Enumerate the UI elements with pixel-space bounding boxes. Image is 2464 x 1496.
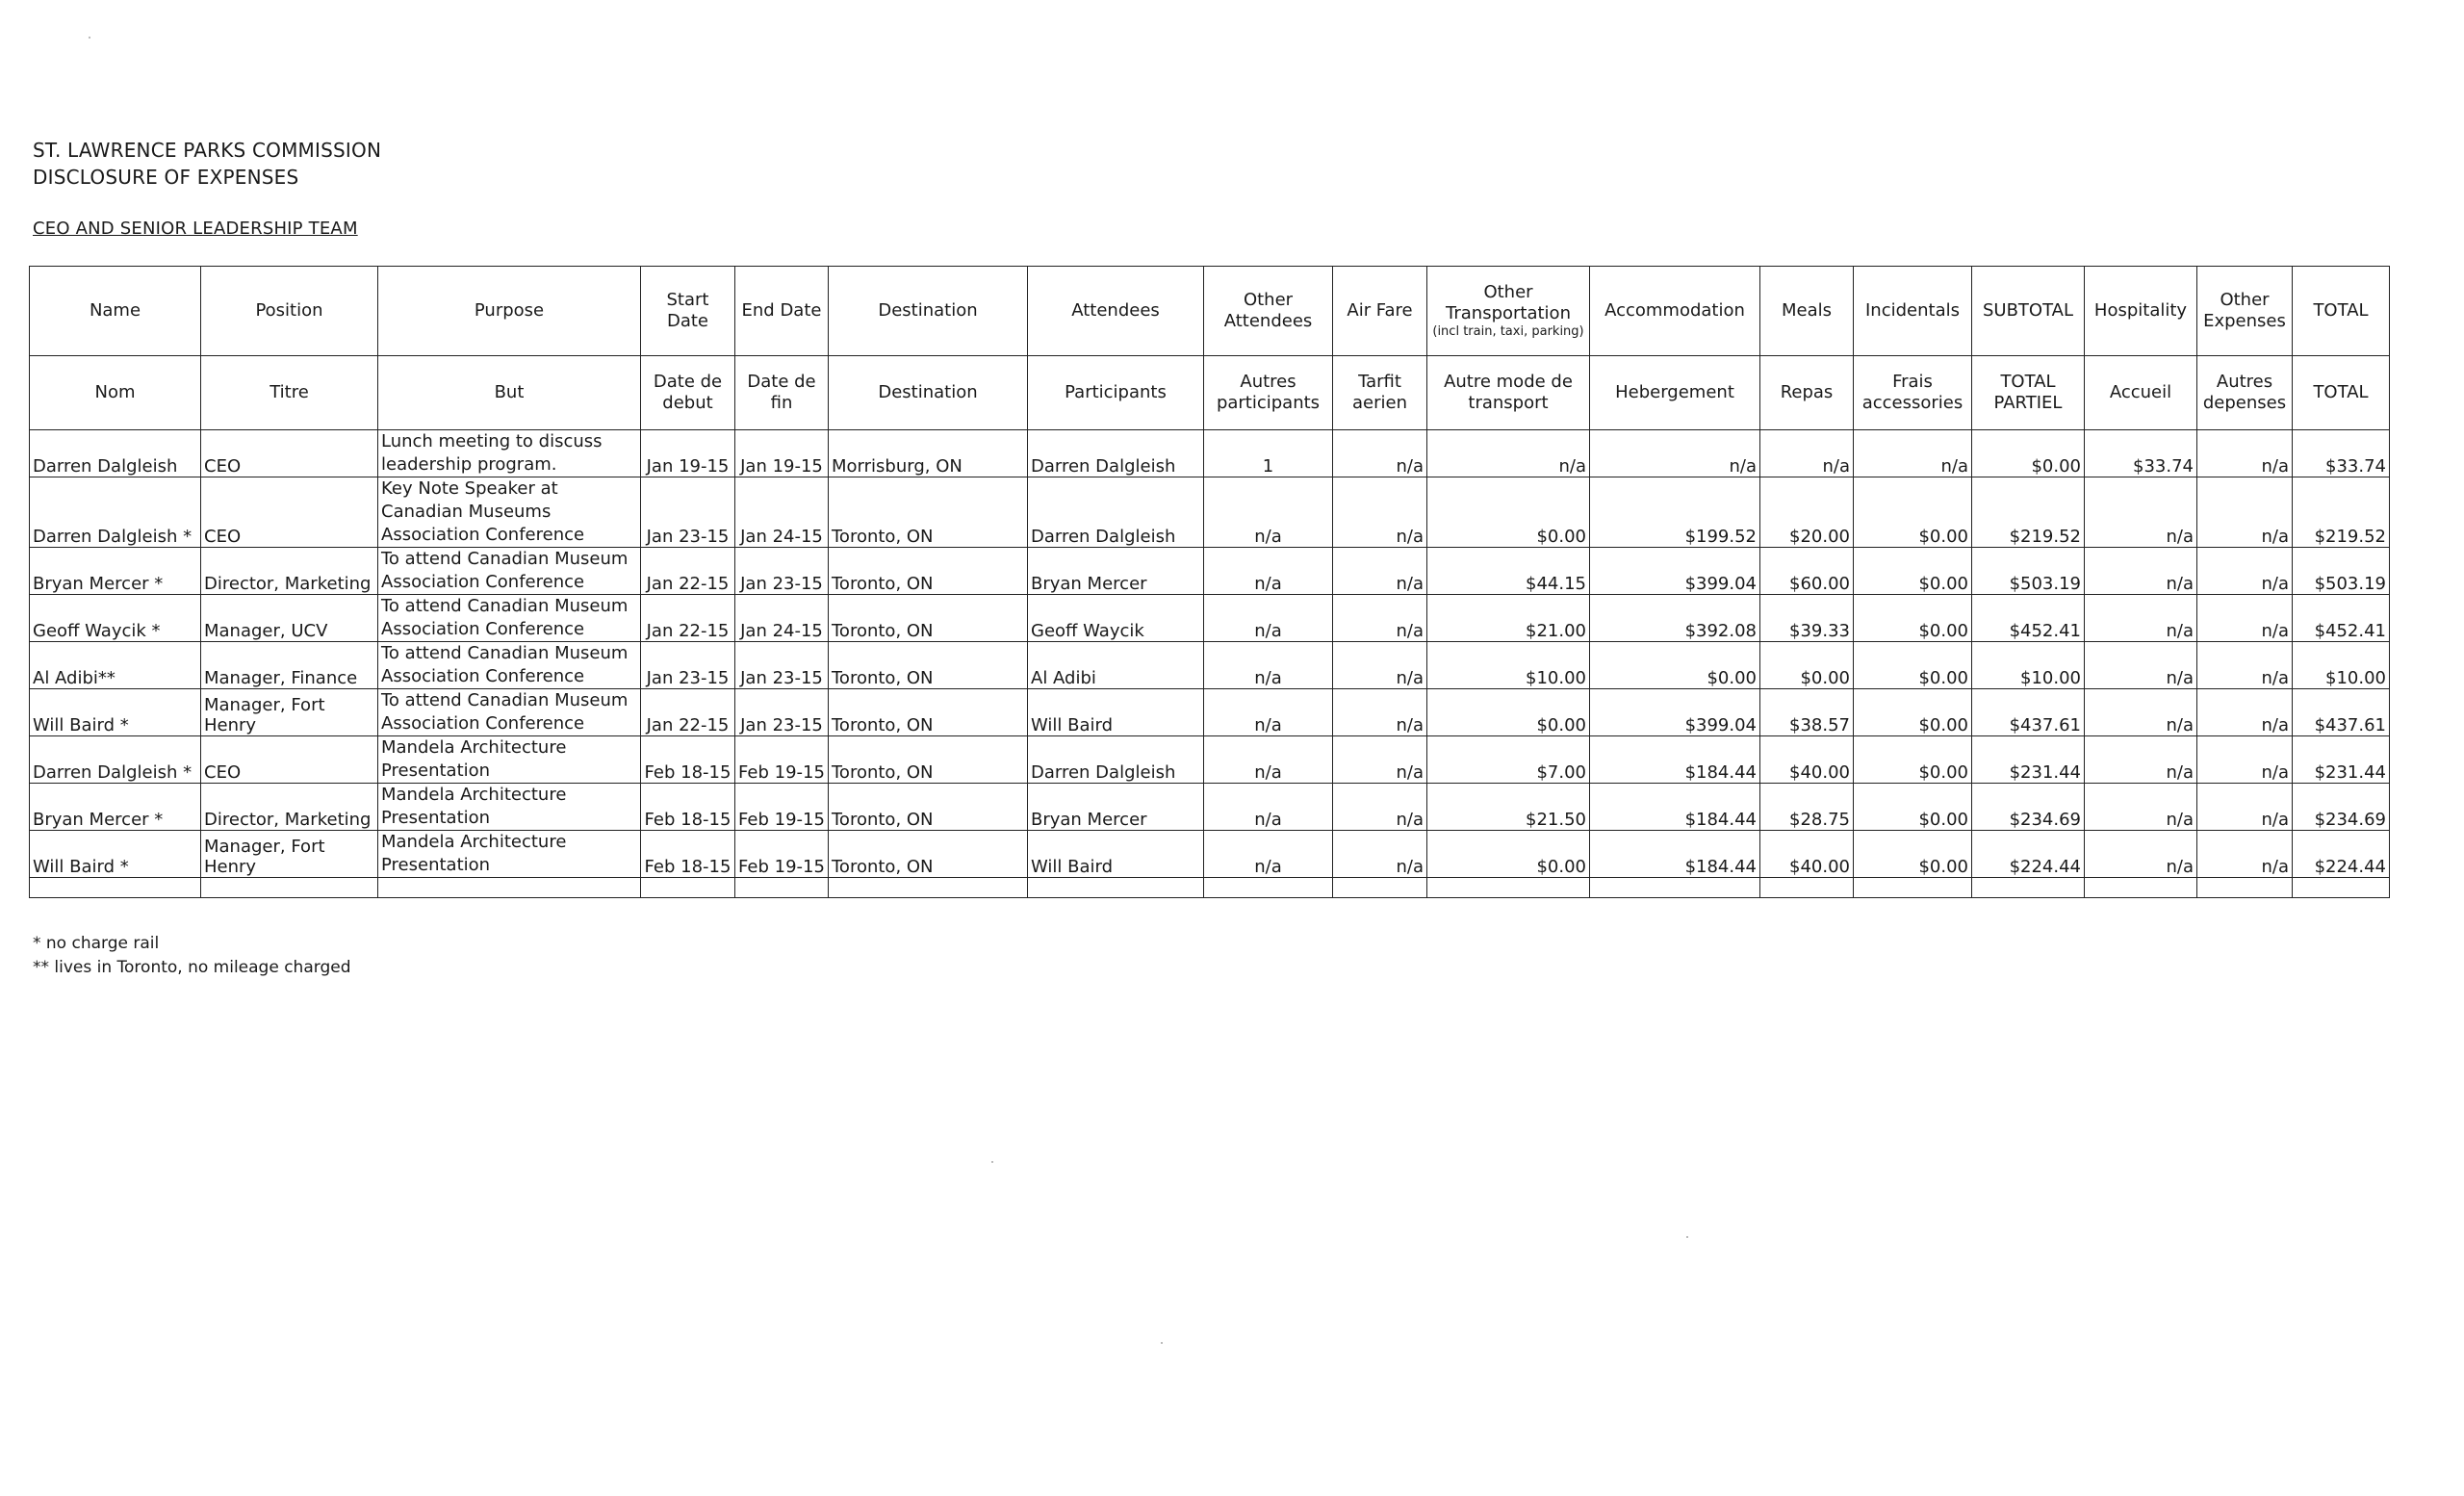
cell-position: CEO: [201, 736, 378, 784]
cell-other-attendees: n/a: [1204, 548, 1333, 595]
cell-subtotal: $0.00: [1972, 430, 2085, 477]
cell-other-transport: n/a: [1427, 430, 1590, 477]
cell-subtotal: $452.41: [1972, 595, 2085, 642]
cell-subtotal: $234.69: [1972, 784, 2085, 831]
cell-end-date: Jan 19-15: [735, 430, 829, 477]
cell-incidentals: $0.00: [1854, 736, 1972, 784]
cell-other-attendees: n/a: [1204, 595, 1333, 642]
col-header-other-transport: [1427, 267, 1590, 356]
cell-position: Director, Marketing: [201, 784, 378, 831]
cell-other-expenses: n/a: [2197, 642, 2293, 689]
cell-destination: Toronto, ON: [829, 784, 1028, 831]
cell-purpose: To attend Canadian Museum Association Conference: [378, 642, 641, 689]
cell-purpose: Mandela Architecture Presentation: [378, 784, 641, 831]
cell-hospitality: n/a: [2085, 548, 2197, 595]
col-header-position: Position: [201, 267, 378, 356]
cell-meals: $60.00: [1760, 548, 1854, 595]
cell-subtotal: $231.44: [1972, 736, 2085, 784]
cell-air-fare: n/a: [1333, 784, 1427, 831]
cell-hospitality: n/a: [2085, 784, 2197, 831]
cell-other-transport: $0.00: [1427, 477, 1590, 548]
col-header-incidentals: Incidentals: [1854, 267, 1972, 356]
cell-other-transport: $21.50: [1427, 784, 1590, 831]
table-row: [30, 784, 2390, 831]
cell-accommodation: $399.04: [1590, 548, 1760, 595]
cell-meals: n/a: [1760, 430, 1854, 477]
col-header-accommodation: Accommodation: [1590, 267, 1760, 356]
cell-attendees: Will Baird: [1028, 831, 1204, 878]
cell-position: Manager, Fort Henry: [201, 831, 378, 878]
col-header-but: But: [378, 356, 641, 430]
cell-air-fare: n/a: [1333, 642, 1427, 689]
scan-speck: [1161, 1342, 1163, 1344]
cell-meals: $20.00: [1760, 477, 1854, 548]
cell-position: Manager, UCV: [201, 595, 378, 642]
cell-attendees: Bryan Mercer: [1028, 548, 1204, 595]
footnotes: [33, 932, 350, 980]
cell-accommodation: n/a: [1590, 430, 1760, 477]
table-row: [30, 831, 2390, 878]
cell-accommodation: $392.08: [1590, 595, 1760, 642]
cell-incidentals: $0.00: [1854, 689, 1972, 736]
cell-start-date: Jan 23-15: [641, 477, 735, 548]
cell-position: Director, Marketing: [201, 548, 378, 595]
cell-hospitality: n/a: [2085, 831, 2197, 878]
empty-cell: [1427, 878, 1590, 898]
cell-other-transport: $21.00: [1427, 595, 1590, 642]
cell-start-date: Jan 22-15: [641, 548, 735, 595]
cell-air-fare: n/a: [1333, 689, 1427, 736]
empty-cell: [829, 878, 1028, 898]
col-header-subtotal: SUBTOTAL: [1972, 267, 2085, 356]
cell-destination: Toronto, ON: [829, 548, 1028, 595]
col-header-start-date: Start Date: [641, 267, 735, 356]
cell-name: Will Baird *: [30, 831, 201, 878]
cell-air-fare: n/a: [1333, 430, 1427, 477]
empty-cell: [1760, 878, 1854, 898]
col-header-date-debut: Date de debut: [641, 356, 735, 430]
section-title: CEO AND SENIOR LEADERSHIP TEAM: [33, 219, 358, 239]
cell-end-date: Jan 23-15: [735, 689, 829, 736]
empty-cell: [2293, 878, 2390, 898]
cell-hospitality: n/a: [2085, 689, 2197, 736]
empty-cell: [641, 878, 735, 898]
cell-subtotal: $437.61: [1972, 689, 2085, 736]
cell-incidentals: $0.00: [1854, 595, 1972, 642]
cell-incidentals: $0.00: [1854, 831, 1972, 878]
cell-other-attendees: n/a: [1204, 689, 1333, 736]
cell-subtotal: $503.19: [1972, 548, 2085, 595]
cell-other-attendees: 1: [1204, 430, 1333, 477]
cell-purpose: To attend Canadian Museum Association Conference: [378, 548, 641, 595]
cell-attendees: Darren Dalgleish: [1028, 430, 1204, 477]
col-header-hospitality: Hospitality: [2085, 267, 2197, 356]
empty-cell: [378, 878, 641, 898]
cell-other-expenses: n/a: [2197, 477, 2293, 548]
cell-air-fare: n/a: [1333, 736, 1427, 784]
cell-other-transport: $7.00: [1427, 736, 1590, 784]
cell-accommodation: $0.00: [1590, 642, 1760, 689]
cell-subtotal: $224.44: [1972, 831, 2085, 878]
col-header-frais: Frais accessories: [1854, 356, 1972, 430]
cell-meals: $40.00: [1760, 831, 1854, 878]
cell-end-date: Jan 23-15: [735, 642, 829, 689]
cell-air-fare: n/a: [1333, 477, 1427, 548]
cell-meals: $28.75: [1760, 784, 1854, 831]
other-transport-label: Other Transportation: [1446, 282, 1571, 323]
empty-cell: [1972, 878, 2085, 898]
cell-attendees: Al Adibi: [1028, 642, 1204, 689]
cell-purpose: To attend Canadian Museum Association Conference: [378, 689, 641, 736]
cell-incidentals: $0.00: [1854, 784, 1972, 831]
table-row: [30, 689, 2390, 736]
cell-destination: Toronto, ON: [829, 642, 1028, 689]
cell-subtotal: $219.52: [1972, 477, 2085, 548]
cell-end-date: Feb 19-15: [735, 736, 829, 784]
col-header-autre-transport: Autre mode de transport: [1427, 356, 1590, 430]
table-row: [30, 430, 2390, 477]
cell-meals: $0.00: [1760, 642, 1854, 689]
table-row: [30, 595, 2390, 642]
cell-start-date: Jan 22-15: [641, 595, 735, 642]
cell-meals: $38.57: [1760, 689, 1854, 736]
cell-destination: Toronto, ON: [829, 736, 1028, 784]
cell-end-date: Jan 24-15: [735, 477, 829, 548]
other-transport-note: (incl train, taxi, parking): [1432, 324, 1584, 339]
col-header-total-partiel: TOTAL PARTIEL: [1972, 356, 2085, 430]
cell-other-attendees: n/a: [1204, 642, 1333, 689]
cell-other-expenses: n/a: [2197, 430, 2293, 477]
cell-accommodation: $184.44: [1590, 784, 1760, 831]
empty-cell: [1590, 878, 1760, 898]
header-row-english: [30, 267, 2390, 356]
table-row: [30, 548, 2390, 595]
col-header-autres-depenses: Autres depenses: [2197, 356, 2293, 430]
empty-cell: [201, 878, 378, 898]
cell-destination: Toronto, ON: [829, 831, 1028, 878]
cell-destination: Toronto, ON: [829, 477, 1028, 548]
table-row-empty: [30, 878, 2390, 898]
scan-speck: [1686, 1236, 1688, 1238]
cell-purpose: Mandela Architecture Presentation: [378, 831, 641, 878]
cell-other-transport: $10.00: [1427, 642, 1590, 689]
expenses-table: [29, 266, 2390, 898]
empty-cell: [735, 878, 829, 898]
cell-destination: Toronto, ON: [829, 689, 1028, 736]
cell-start-date: Jan 23-15: [641, 642, 735, 689]
footnote-no-charge-rail: * no charge rail: [33, 934, 160, 953]
cell-accommodation: $199.52: [1590, 477, 1760, 548]
cell-other-transport: $0.00: [1427, 831, 1590, 878]
cell-meals: $39.33: [1760, 595, 1854, 642]
cell-total: $219.52: [2293, 477, 2390, 548]
col-header-nom: Nom: [30, 356, 201, 430]
col-header-accueil: Accueil: [2085, 356, 2197, 430]
cell-other-expenses: n/a: [2197, 784, 2293, 831]
col-header-purpose: Purpose: [378, 267, 641, 356]
cell-start-date: Jan 19-15: [641, 430, 735, 477]
empty-cell: [1333, 878, 1427, 898]
cell-purpose: Key Note Speaker at Canadian Museums Association Conference: [378, 477, 641, 548]
cell-destination: Toronto, ON: [829, 595, 1028, 642]
cell-incidentals: $0.00: [1854, 642, 1972, 689]
cell-attendees: Geoff Waycik: [1028, 595, 1204, 642]
cell-end-date: Jan 23-15: [735, 548, 829, 595]
cell-attendees: Will Baird: [1028, 689, 1204, 736]
col-header-total: TOTAL: [2293, 267, 2390, 356]
col-header-total-fr: TOTAL: [2293, 356, 2390, 430]
table-row: [30, 736, 2390, 784]
col-header-other-attendees: Other Attendees: [1204, 267, 1333, 356]
cell-attendees: Bryan Mercer: [1028, 784, 1204, 831]
document-header: [33, 137, 381, 243]
cell-other-expenses: n/a: [2197, 831, 2293, 878]
cell-name: Darren Dalgleish *: [30, 477, 201, 548]
cell-name: Darren Dalgleish: [30, 430, 201, 477]
cell-total: $10.00: [2293, 642, 2390, 689]
cell-hospitality: $33.74: [2085, 430, 2197, 477]
col-header-tarif-aerien: Tarfit aerien: [1333, 356, 1427, 430]
footnote-lives-in-toronto: ** lives in Toronto, no mileage charged: [33, 958, 351, 977]
cell-end-date: Jan 24-15: [735, 595, 829, 642]
cell-name: Darren Dalgleish *: [30, 736, 201, 784]
scan-speck: [991, 1161, 993, 1163]
cell-position: Manager, Fort Henry: [201, 689, 378, 736]
cell-position: CEO: [201, 430, 378, 477]
col-header-other-expenses: Other Expenses: [2197, 267, 2293, 356]
cell-name: Bryan Mercer *: [30, 548, 201, 595]
document-title: DISCLOSURE OF EXPENSES: [33, 166, 299, 189]
cell-other-expenses: n/a: [2197, 736, 2293, 784]
table-row: [30, 642, 2390, 689]
empty-cell: [1028, 878, 1204, 898]
cell-other-attendees: n/a: [1204, 784, 1333, 831]
cell-purpose: To attend Canadian Museum Association Conference: [378, 595, 641, 642]
cell-start-date: Feb 18-15: [641, 784, 735, 831]
col-header-air-fare: Air Fare: [1333, 267, 1427, 356]
cell-subtotal: $10.00: [1972, 642, 2085, 689]
cell-total: $503.19: [2293, 548, 2390, 595]
cell-hospitality: n/a: [2085, 736, 2197, 784]
cell-accommodation: $184.44: [1590, 831, 1760, 878]
cell-other-expenses: n/a: [2197, 689, 2293, 736]
cell-attendees: Darren Dalgleish: [1028, 477, 1204, 548]
cell-other-transport: $44.15: [1427, 548, 1590, 595]
empty-cell: [2197, 878, 2293, 898]
cell-total: $437.61: [2293, 689, 2390, 736]
cell-start-date: Feb 18-15: [641, 736, 735, 784]
cell-incidentals: n/a: [1854, 430, 1972, 477]
cell-other-attendees: n/a: [1204, 477, 1333, 548]
cell-air-fare: n/a: [1333, 548, 1427, 595]
cell-position: Manager, Finance: [201, 642, 378, 689]
col-header-attendees: Attendees: [1028, 267, 1204, 356]
col-header-destination: Destination: [829, 267, 1028, 356]
cell-start-date: Jan 22-15: [641, 689, 735, 736]
cell-purpose: Mandela Architecture Presentation: [378, 736, 641, 784]
cell-hospitality: n/a: [2085, 477, 2197, 548]
cell-purpose: Lunch meeting to discuss leadership program.: [378, 430, 641, 477]
empty-cell: [1854, 878, 1972, 898]
cell-other-transport: $0.00: [1427, 689, 1590, 736]
cell-air-fare: n/a: [1333, 595, 1427, 642]
table-row: [30, 477, 2390, 548]
col-header-participants: Participants: [1028, 356, 1204, 430]
scan-speck: [89, 37, 90, 39]
cell-hospitality: n/a: [2085, 642, 2197, 689]
col-header-hebergement: Hebergement: [1590, 356, 1760, 430]
cell-other-attendees: n/a: [1204, 831, 1333, 878]
cell-incidentals: $0.00: [1854, 477, 1972, 548]
cell-destination: Morrisburg, ON: [829, 430, 1028, 477]
cell-air-fare: n/a: [1333, 831, 1427, 878]
col-header-autres-participants: Autres participants: [1204, 356, 1333, 430]
cell-meals: $40.00: [1760, 736, 1854, 784]
cell-end-date: Feb 19-15: [735, 784, 829, 831]
col-header-date-fin: Date de fin: [735, 356, 829, 430]
cell-start-date: Feb 18-15: [641, 831, 735, 878]
cell-name: Al Adibi**: [30, 642, 201, 689]
cell-name: Will Baird *: [30, 689, 201, 736]
organization-name: ST. LAWRENCE PARKS COMMISSION: [33, 139, 382, 162]
col-header-name: Name: [30, 267, 201, 356]
cell-position: CEO: [201, 477, 378, 548]
col-header-destination-fr: Destination: [829, 356, 1028, 430]
cell-accommodation: $184.44: [1590, 736, 1760, 784]
cell-hospitality: n/a: [2085, 595, 2197, 642]
empty-cell: [2085, 878, 2197, 898]
empty-cell: [30, 878, 201, 898]
header-row-french: [30, 356, 2390, 430]
cell-name: Bryan Mercer *: [30, 784, 201, 831]
cell-accommodation: $399.04: [1590, 689, 1760, 736]
cell-other-expenses: n/a: [2197, 595, 2293, 642]
cell-total: $452.41: [2293, 595, 2390, 642]
empty-cell: [1204, 878, 1333, 898]
cell-attendees: Darren Dalgleish: [1028, 736, 1204, 784]
col-header-meals: Meals: [1760, 267, 1854, 356]
cell-total: $33.74: [2293, 430, 2390, 477]
col-header-end-date: End Date: [735, 267, 829, 356]
cell-total: $231.44: [2293, 736, 2390, 784]
cell-total: $234.69: [2293, 784, 2390, 831]
cell-other-expenses: n/a: [2197, 548, 2293, 595]
cell-incidentals: $0.00: [1854, 548, 1972, 595]
col-header-titre: Titre: [201, 356, 378, 430]
cell-other-attendees: n/a: [1204, 736, 1333, 784]
cell-end-date: Feb 19-15: [735, 831, 829, 878]
col-header-repas: Repas: [1760, 356, 1854, 430]
cell-name: Geoff Waycik *: [30, 595, 201, 642]
cell-total: $224.44: [2293, 831, 2390, 878]
